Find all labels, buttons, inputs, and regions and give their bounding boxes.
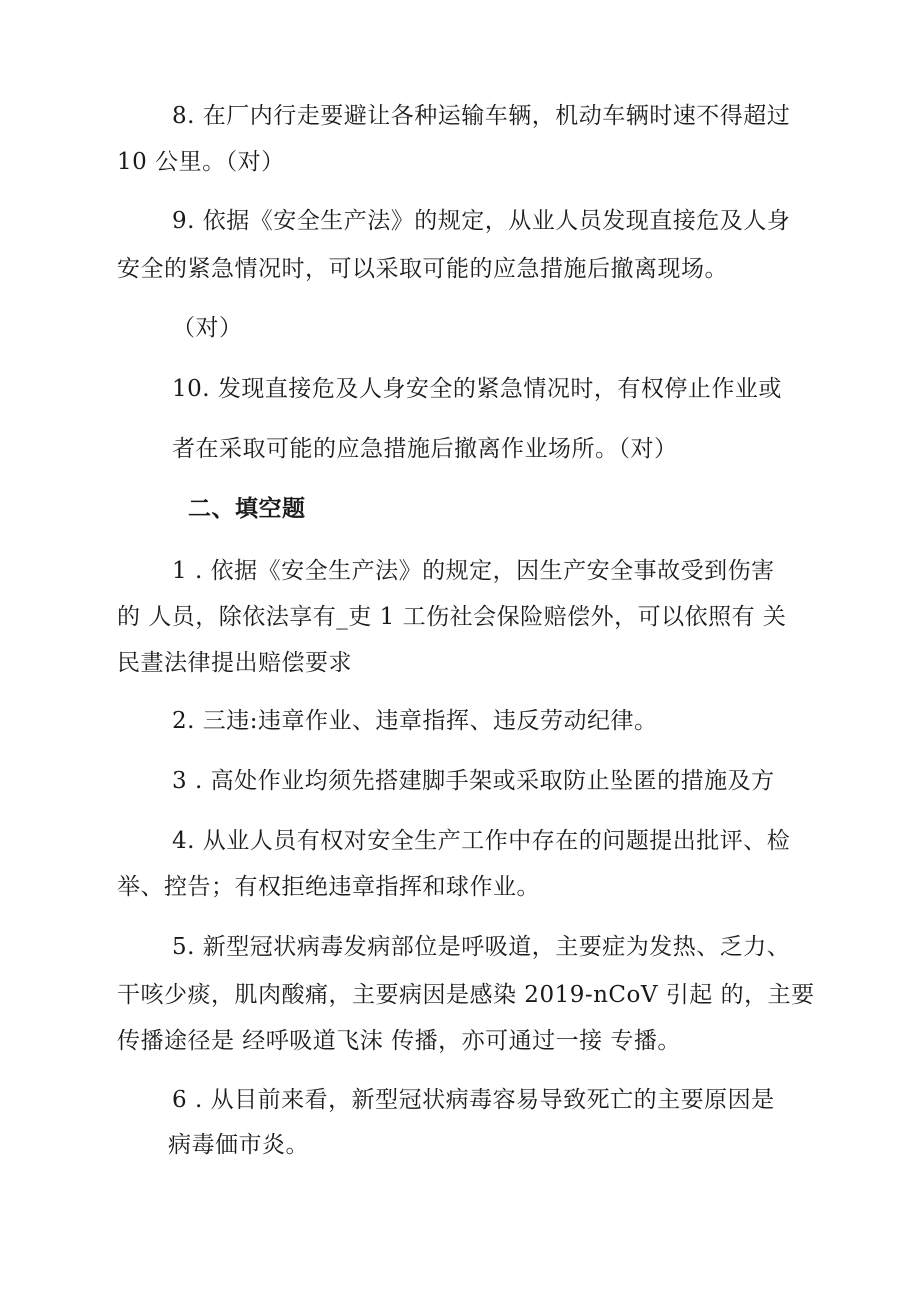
fill-q4-line-1: 4. 从业人员有权对安全生产工作中存在的问题提出批评、检 bbox=[172, 828, 791, 854]
fill-q5-line-2: 干咳少痰，肌肉酸痛，主要病因是感染 2019-nCoV 引起 的，主要 bbox=[117, 982, 815, 1008]
fill-q1-line-1: 1 . 依据《安全生产法》的规定，因生产安全事故受到伤害 bbox=[172, 558, 775, 584]
fill-q4-line-2: 举、控告；有权拒绝违章指挥和球作业。 bbox=[117, 874, 540, 900]
fill-q5-line-3: 传播途径是 经呼吸道飞沫 传播，亦可通过一接 专播。 bbox=[117, 1028, 681, 1054]
q10-line-2: 者在采取可能的应急措施后撤离作业场所。（对） bbox=[172, 436, 678, 462]
q10-line-1: 10. 发现直接危及人身安全的紧急情况时，有权停止作业或 bbox=[172, 376, 782, 402]
q9-answer: （对） bbox=[172, 315, 243, 341]
fill-q2-line-1: 2. 三违:违章作业、违章指挥、违反劳动纪律。 bbox=[172, 708, 658, 734]
fill-q6-line-1: 6 . 从目前来看，新型冠状病毒容易导致死亡的主要原因是 bbox=[172, 1087, 775, 1113]
q9-line-1: 9. 依据《安全生产法》的规定，从业人员发现直接危及人身 bbox=[172, 208, 791, 234]
section-heading: 二、填空题 bbox=[188, 496, 306, 522]
fill-q1-line-2: 的 人员，除依法享有_吏 1 工伤社会保险赔偿外，可以依照有 关 bbox=[117, 604, 787, 630]
fill-q1-line-3: 民晝法律提出赔偿要求 bbox=[117, 650, 352, 676]
fill-q3-line-1: 3 . 高处作业均须先搭建脚手架或采取防止坠匿的措施及方 bbox=[172, 768, 775, 794]
q8-line-1: 8. 在厂内行走要避让各种运输车辆，机动车辆时速不得超过 bbox=[172, 103, 791, 129]
fill-q5-line-1: 5. 新型冠状病毒发病部位是呼吸道，主要症为发热、乏力、 bbox=[172, 934, 791, 960]
q8-line-2: 10 公里。（对） bbox=[117, 149, 285, 175]
q9-line-2: 安全的紧急情况时，可以采取可能的应急措施后撤离现场。 bbox=[117, 256, 728, 282]
fill-q6-line-2: 病毒価市炎。 bbox=[168, 1132, 309, 1158]
